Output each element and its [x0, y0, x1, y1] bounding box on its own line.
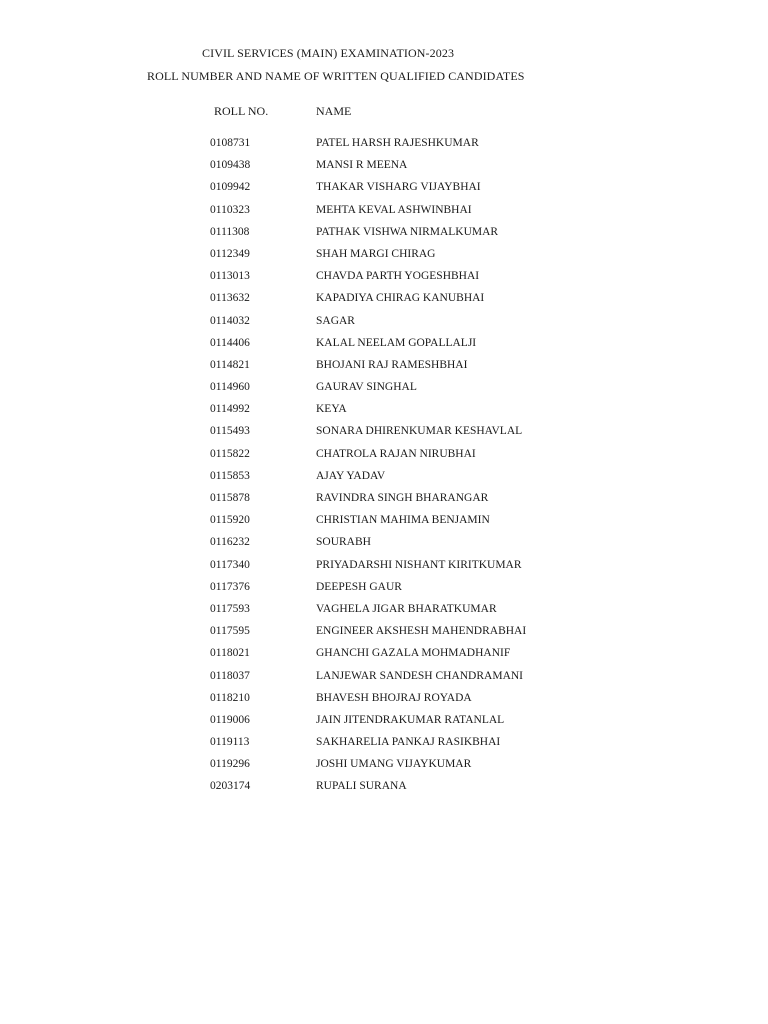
roll-number: 0117595	[210, 625, 250, 638]
roll-number: 0115822	[210, 447, 250, 460]
table-row	[0, 470, 768, 492]
table-row	[0, 337, 768, 359]
roll-number: 0109438	[210, 159, 251, 172]
candidate-name: GAURAV SINGHAL	[316, 381, 417, 394]
roll-number: 0114821	[210, 358, 250, 371]
roll-number: 0119006	[210, 713, 250, 726]
table-row	[0, 714, 768, 736]
roll-number: 0118021	[210, 647, 250, 660]
candidate-name: ENGINEER AKSHESH MAHENDRABHAI	[316, 625, 527, 638]
candidate-name: JAIN JITENDRAKUMAR RATANLAL	[316, 713, 505, 726]
table-row	[0, 603, 768, 625]
table-row	[0, 492, 768, 514]
table-row	[0, 226, 768, 248]
table-row	[0, 758, 768, 780]
candidate-name: MEHTA KEVAL ASHWINBHAI	[316, 203, 472, 216]
table-row	[0, 647, 768, 669]
roll-number: 0113013	[210, 270, 250, 283]
roll-number: 0115920	[210, 514, 250, 527]
candidate-name: SHAH MARGI CHIRAG	[316, 247, 436, 260]
candidate-name: CHRISTIAN MAHIMA BENJAMIN	[316, 514, 490, 527]
roll-number: 0114406	[210, 336, 250, 349]
document-title: CIVIL SERVICES (MAIN) EXAMINATION-2023	[202, 46, 455, 60]
roll-number: 0114960	[210, 381, 250, 394]
table-row	[0, 292, 768, 314]
table-row	[0, 315, 768, 337]
roll-number: 0117340	[210, 558, 250, 571]
table-row	[0, 181, 768, 203]
roll-number: 0118037	[210, 669, 250, 682]
table-row	[0, 204, 768, 226]
roll-number: 0110323	[210, 203, 250, 216]
table-row	[0, 359, 768, 381]
column-header-name: NAME	[316, 104, 352, 118]
roll-number: 0115878	[210, 492, 250, 504]
candidate-name: THAKAR VISHARG VIJAYBHAI	[316, 181, 481, 194]
candidate-name: JOSHI UMANG VIJAYKUMAR	[316, 758, 472, 771]
table-row	[0, 536, 768, 558]
candidate-name: KALAL NEELAM GOPALLALJI	[316, 336, 477, 349]
table-row	[0, 381, 768, 403]
candidate-name: PATHAK VISHWA NIRMALKUMAR	[316, 225, 499, 238]
table-row	[0, 403, 768, 425]
roll-number: 0119113	[210, 736, 250, 749]
roll-number: 0108731	[210, 137, 251, 149]
roll-number: 0117376	[210, 580, 250, 593]
table-row	[0, 625, 768, 647]
candidate-name: LANJEWAR SANDESH CHANDRAMANI	[316, 669, 524, 682]
candidate-name: KEYA	[316, 403, 347, 416]
candidate-name: PRIYADARSHI NISHANT KIRITKUMAR	[316, 558, 522, 571]
candidate-name: SONARA DHIRENKUMAR KESHAVLAL	[316, 425, 523, 438]
roll-number: 0112349	[210, 247, 250, 260]
candidate-name: CHATROLA RAJAN NIRUBHAI	[316, 447, 476, 460]
roll-number: 0203174	[210, 780, 251, 793]
table-row	[0, 736, 768, 758]
roll-number: 0109942	[210, 181, 251, 194]
table-row	[0, 159, 768, 181]
table-row	[0, 514, 768, 536]
table-row	[0, 425, 768, 447]
table-row	[0, 248, 768, 270]
table-row	[0, 270, 768, 292]
roll-number: 0114032	[210, 314, 250, 327]
candidate-name: BHAVESH BHOJRAJ ROYADA	[316, 691, 472, 704]
candidate-name: MANSI R MEENA	[316, 159, 408, 172]
candidate-name: KAPADIYA CHIRAG KANUBHAI	[316, 292, 485, 305]
candidate-name: SAGAR	[316, 314, 355, 327]
roll-number: 0115853	[210, 469, 250, 482]
roll-number: 0118210	[210, 691, 250, 704]
roll-number: 0114992	[210, 403, 250, 416]
candidate-name: CHAVDA PARTH YOGESHBHAI	[316, 270, 480, 283]
table-row	[0, 448, 768, 470]
roll-number: 0116232	[210, 536, 250, 549]
roll-number: 0117593	[210, 602, 250, 615]
table-row	[0, 559, 768, 581]
roll-number: 0111308	[210, 225, 250, 238]
table-row	[0, 670, 768, 692]
table-row	[0, 581, 768, 603]
candidate-list	[0, 137, 768, 803]
table-row	[0, 692, 768, 714]
candidate-name: BHOJANI RAJ RAMESHBHAI	[316, 358, 468, 371]
column-header-roll-no: ROLL NO.	[214, 104, 269, 118]
roll-number: 0115493	[210, 425, 250, 438]
roll-number: 0113632	[210, 292, 250, 305]
candidate-name: PATEL HARSH RAJESHKUMAR	[316, 137, 479, 149]
document-subtitle: ROLL NUMBER AND NAME OF WRITTEN QUALIFIED CANDIDATES	[147, 69, 525, 83]
table-row	[0, 137, 768, 159]
candidate-name: RUPALI SURANA	[316, 780, 407, 793]
candidate-name: SOURABH	[316, 536, 371, 549]
table-row	[0, 780, 768, 802]
candidate-name: SAKHARELIA PANKAJ RASIKBHAI	[316, 736, 501, 749]
candidate-name: RAVINDRA SINGH BHARANGAR	[316, 492, 489, 504]
candidate-name: VAGHELA JIGAR BHARATKUMAR	[316, 602, 497, 615]
candidate-name: GHANCHI GAZALA MOHMADHANIF	[316, 647, 511, 660]
roll-number: 0119296	[210, 758, 250, 771]
candidate-name: AJAY YADAV	[316, 469, 386, 482]
candidate-name: DEEPESH GAUR	[316, 580, 402, 593]
